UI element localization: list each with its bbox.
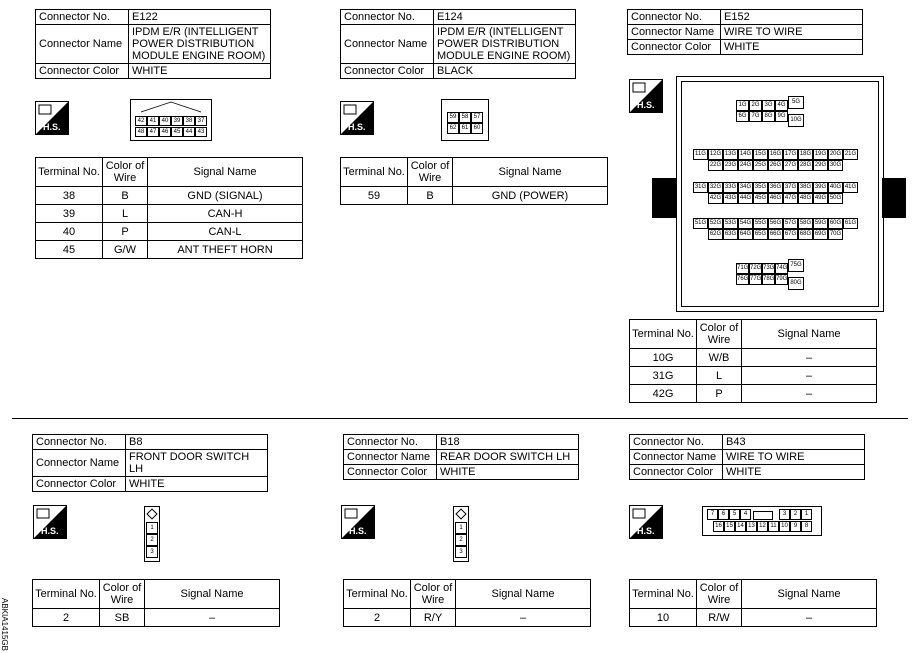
connector-pin: 68G <box>798 229 813 240</box>
connector-pin: 67G <box>783 229 798 240</box>
connector-pin: 5 <box>729 509 740 520</box>
connector-pin: 8 <box>801 521 812 532</box>
wire-color-cell: B <box>103 187 148 205</box>
connector-pin: 47G <box>783 193 798 204</box>
terminal-no-cell: 10 <box>630 609 697 627</box>
connector-pin: 42 <box>135 116 147 126</box>
connector-pin: 38 <box>183 116 195 126</box>
connector-pin: 50G <box>828 193 843 204</box>
connector-pin: 11G <box>693 149 708 160</box>
connector-name-value: FRONT DOOR SWITCH LH <box>126 450 268 477</box>
connector-pin: 45 <box>171 127 183 137</box>
connector-pin: 1G <box>736 100 749 111</box>
connector-pin: 2 <box>455 534 467 546</box>
terminal-no-cell: 40 <box>36 223 103 241</box>
table-row <box>36 223 303 241</box>
hs-icon <box>35 101 69 135</box>
connector-pin: 49G <box>813 193 828 204</box>
connector-name-value: WIRE TO WIRE <box>723 450 865 465</box>
header-terminal-no: Terminal No. <box>630 320 697 349</box>
connector-pin: 16 <box>713 521 724 532</box>
connector-pin: 1 <box>146 522 158 534</box>
connector-pin: 48G <box>798 193 813 204</box>
label-connector-name: Connector Name <box>33 450 126 477</box>
connector-pin: 48 <box>135 127 147 137</box>
wire-color-cell: SB <box>100 609 145 627</box>
connector-pin: 60G <box>828 218 843 229</box>
wire-color-cell: P <box>103 223 148 241</box>
connector-pin: 2 <box>146 534 158 546</box>
connector-color-value: WHITE <box>721 40 863 55</box>
signal-name-cell: – <box>742 609 877 627</box>
connector-pin: 71G <box>736 263 749 274</box>
connector-pin: 14G <box>738 149 753 160</box>
table-row <box>630 609 877 627</box>
svg-text:H.S.: H.S. <box>41 526 59 536</box>
header-color-of-wire: Color of Wire <box>697 320 742 349</box>
table-row <box>33 609 280 627</box>
connector-b18 <box>343 434 579 480</box>
connector-pin: 70G <box>828 229 843 240</box>
wire-color-cell: R/W <box>697 609 742 627</box>
table-row <box>36 241 303 259</box>
connector-pin: 73G <box>762 263 775 274</box>
connector-pin: 65G <box>753 229 768 240</box>
connector-e122-face <box>130 99 212 141</box>
connector-pin: 10 <box>779 521 790 532</box>
connector-pin: 29G <box>813 160 828 171</box>
header-color-of-wire: Color of Wire <box>411 580 456 609</box>
terminal-table <box>340 157 608 205</box>
connector-pin: 41G <box>843 182 858 193</box>
label-connector-no: Connector No. <box>630 435 723 450</box>
connector-pin: 13 <box>746 521 757 532</box>
connector-pin: 7 <box>707 509 718 520</box>
connector-pin: 59G <box>813 218 828 229</box>
signal-name-cell: ANT THEFT HORN <box>148 241 303 259</box>
connector-pin: 44G <box>738 193 753 204</box>
connector-pin: 38G <box>798 182 813 193</box>
hs-icon <box>629 505 663 539</box>
connector-name-value: IPDM E/R (INTELLIGENT POWER DISTRIBUTION MODULE ENGINE ROOM) <box>129 25 271 64</box>
wire-color-cell: L <box>103 205 148 223</box>
connector-pin: 62 <box>447 123 459 134</box>
connector-pin: 3 <box>455 546 467 558</box>
signal-name-cell: – <box>742 367 877 385</box>
connector-e124 <box>340 9 576 79</box>
connector-pin: 39G <box>813 182 828 193</box>
connector-pin: 43G <box>723 193 738 204</box>
label-connector-name: Connector Name <box>630 450 723 465</box>
connector-no-value: B8 <box>126 435 268 450</box>
wire-color-cell: B <box>408 187 453 205</box>
signal-name-cell: – <box>456 609 591 627</box>
connector-b8-face <box>144 506 160 562</box>
connector-b43-face <box>702 506 822 536</box>
connector-pin: 52G <box>708 218 723 229</box>
wire-color-cell: G/W <box>103 241 148 259</box>
table-row <box>36 205 303 223</box>
connector-pin: 61G <box>843 218 858 229</box>
signal-name-cell: – <box>742 385 877 403</box>
terminal-no-cell: 2 <box>33 609 100 627</box>
header-terminal-no: Terminal No. <box>341 158 408 187</box>
header-color-of-wire: Color of Wire <box>408 158 453 187</box>
connector-pin: 75G <box>788 259 804 272</box>
header-color-of-wire: Color of Wire <box>697 580 742 609</box>
header-signal-name: Signal Name <box>145 580 280 609</box>
connector-pin: 35G <box>753 182 768 193</box>
svg-text:H.S.: H.S. <box>637 526 655 536</box>
hs-icon <box>340 101 374 135</box>
connector-pin: 58 <box>459 112 471 123</box>
connector-pin: 27G <box>783 160 798 171</box>
connector-pin: 28G <box>798 160 813 171</box>
connector-pin: 12G <box>708 149 723 160</box>
connector-pin: 2 <box>790 509 801 520</box>
connector-no-value: E122 <box>129 10 271 25</box>
connector-pin: 2G <box>749 100 762 111</box>
connector-pin: 37 <box>195 116 207 126</box>
connector-pin: 30G <box>828 160 843 171</box>
connector-b18-face <box>453 506 469 562</box>
terminal-table <box>629 579 877 627</box>
label-connector-name: Connector Name <box>341 25 434 64</box>
connector-pin: 10G <box>788 114 804 127</box>
label-connector-color: Connector Color <box>341 64 434 79</box>
label-connector-no: Connector No. <box>344 435 437 450</box>
connector-info-table <box>35 9 271 79</box>
svg-text:H.S.: H.S. <box>43 122 61 132</box>
connector-name-value: WIRE TO WIRE <box>721 25 863 40</box>
connector-pin: 43 <box>195 127 207 137</box>
svg-text:H.S.: H.S. <box>348 122 366 132</box>
header-signal-name: Signal Name <box>453 158 608 187</box>
header-signal-name: Signal Name <box>742 320 877 349</box>
connector-pin: 23G <box>723 160 738 171</box>
header-terminal-no: Terminal No. <box>630 580 697 609</box>
terminal-table <box>32 579 280 627</box>
connector-pin: 41 <box>147 116 159 126</box>
table-row <box>344 609 591 627</box>
connector-pin: 22G <box>708 160 723 171</box>
header-signal-name: Signal Name <box>148 158 303 187</box>
connector-color-value: BLACK <box>434 64 576 79</box>
connector-pin: 9G <box>775 111 788 122</box>
connector-pin: 37G <box>783 182 798 193</box>
table-row <box>630 349 877 367</box>
connector-pin: 46 <box>159 127 171 137</box>
connector-pin: 18G <box>798 149 813 160</box>
connector-info-table <box>629 434 865 480</box>
connector-e122 <box>35 9 271 79</box>
connector-pin: 3 <box>779 509 790 520</box>
label-connector-name: Connector Name <box>344 450 437 465</box>
connector-no-value: E152 <box>721 10 863 25</box>
section-divider <box>12 418 908 419</box>
signal-name-cell: CAN-L <box>148 223 303 241</box>
connector-pin: 16G <box>768 149 783 160</box>
connector-pin: 76G <box>736 274 749 285</box>
terminal-no-cell: 42G <box>630 385 697 403</box>
label-connector-color: Connector Color <box>33 477 126 492</box>
terminal-no-cell: 38 <box>36 187 103 205</box>
connector-color-value: WHITE <box>437 465 579 480</box>
connector-pin: 5G <box>788 96 804 109</box>
terminal-no-cell: 45 <box>36 241 103 259</box>
connector-pin: 51G <box>693 218 708 229</box>
connector-pin: 13G <box>723 149 738 160</box>
connector-pin: 66G <box>768 229 783 240</box>
signal-name-cell: GND (SIGNAL) <box>148 187 303 205</box>
connector-pin: 11 <box>768 521 779 532</box>
connector-pin: 63G <box>723 229 738 240</box>
signal-name-cell: GND (POWER) <box>453 187 608 205</box>
connector-pin: 6 <box>718 509 729 520</box>
table-row <box>630 367 877 385</box>
connector-color-value: WHITE <box>129 64 271 79</box>
connector-pin: 24G <box>738 160 753 171</box>
connector-pin: 78G <box>762 274 775 285</box>
connector-info-table <box>340 9 576 79</box>
connector-pin: 46G <box>768 193 783 204</box>
connector-pin: 33G <box>723 182 738 193</box>
connector-name-value: IPDM E/R (INTELLIGENT POWER DISTRIBUTION MODULE ENGINE ROOM) <box>434 25 576 64</box>
signal-name-cell: CAN-H <box>148 205 303 223</box>
connector-b43 <box>629 434 865 480</box>
connector-color-value: WHITE <box>723 465 865 480</box>
wire-color-cell: L <box>697 367 742 385</box>
connector-pin: 72G <box>749 263 762 274</box>
connector-pin: 61 <box>459 123 471 134</box>
connector-pin: 55G <box>753 218 768 229</box>
key-diamond-icon <box>146 508 157 519</box>
connector-pin: 62G <box>708 229 723 240</box>
connector-pin: 3 <box>146 546 158 558</box>
connector-pin: 3G <box>762 100 775 111</box>
terminal-no-cell: 2 <box>344 609 411 627</box>
header-signal-name: Signal Name <box>742 580 877 609</box>
connector-pin: 40 <box>159 116 171 126</box>
connector-pin: 15G <box>753 149 768 160</box>
connector-pin: 39 <box>171 116 183 126</box>
table-row <box>36 187 303 205</box>
connector-pin: 21G <box>843 149 858 160</box>
connector-pin: 54G <box>738 218 753 229</box>
header-color-of-wire: Color of Wire <box>103 158 148 187</box>
connector-pin: 60 <box>471 123 483 134</box>
terminal-no-cell: 10G <box>630 349 697 367</box>
connector-pin: 53G <box>723 218 738 229</box>
connector-b8 <box>32 434 268 492</box>
connector-pin: 1 <box>801 509 812 520</box>
terminal-no-cell: 59 <box>341 187 408 205</box>
connector-pin: 47 <box>147 127 159 137</box>
connector-pin: 45G <box>753 193 768 204</box>
connector-e124-face <box>441 99 489 141</box>
connector-pin: 64G <box>738 229 753 240</box>
label-connector-no: Connector No. <box>628 10 721 25</box>
connector-pin: 57 <box>471 112 483 123</box>
connector-pin: 40G <box>828 182 843 193</box>
key-slot-icon <box>753 511 773 520</box>
connector-pin: 56G <box>768 218 783 229</box>
header-terminal-no: Terminal No. <box>33 580 100 609</box>
table-row <box>630 385 877 403</box>
label-connector-color: Connector Color <box>344 465 437 480</box>
label-connector-no: Connector No. <box>341 10 434 25</box>
connector-pin: 20G <box>828 149 843 160</box>
header-terminal-no: Terminal No. <box>344 580 411 609</box>
connector-pin: 4 <box>740 509 751 520</box>
signal-name-cell: – <box>145 609 280 627</box>
connector-no-value: B18 <box>437 435 579 450</box>
connector-pin: 6G <box>736 111 749 122</box>
connector-name-value: REAR DOOR SWITCH LH <box>437 450 579 465</box>
terminal-table <box>629 319 877 403</box>
header-color-of-wire: Color of Wire <box>100 580 145 609</box>
connector-pin: 19G <box>813 149 828 160</box>
connector-no-value: B43 <box>723 435 865 450</box>
label-connector-no: Connector No. <box>33 435 126 450</box>
wire-color-cell: P <box>697 385 742 403</box>
connector-color-value: WHITE <box>126 477 268 492</box>
wire-color-cell: R/Y <box>411 609 456 627</box>
connector-pin: 8G <box>762 111 775 122</box>
connector-pin: 25G <box>753 160 768 171</box>
connector-info-table <box>627 9 863 55</box>
label-connector-color: Connector Color <box>630 465 723 480</box>
figure-code: ABKIA1415GB <box>0 598 9 651</box>
connector-pin: 77G <box>749 274 762 285</box>
connector-pin: 17G <box>783 149 798 160</box>
signal-name-cell: – <box>742 349 877 367</box>
terminal-no-cell: 39 <box>36 205 103 223</box>
connector-pin: 80G <box>788 277 804 290</box>
hs-icon <box>33 505 67 539</box>
connector-no-value: E124 <box>434 10 576 25</box>
connector-pin: 74G <box>775 263 788 274</box>
header-signal-name: Signal Name <box>456 580 591 609</box>
svg-text:H.S.: H.S. <box>349 526 367 536</box>
connector-pin: 15 <box>724 521 735 532</box>
connector-pin: 69G <box>813 229 828 240</box>
terminal-no-cell: 31G <box>630 367 697 385</box>
connector-info-table <box>32 434 268 492</box>
label-connector-color: Connector Color <box>628 40 721 55</box>
svg-text:H.S.: H.S. <box>637 100 655 110</box>
header-terminal-no: Terminal No. <box>36 158 103 187</box>
connector-pin: 42G <box>708 193 723 204</box>
connector-pin: 44 <box>183 127 195 137</box>
label-connector-name: Connector Name <box>36 25 129 64</box>
connector-pin: 14 <box>735 521 746 532</box>
connector-pin: 7G <box>749 111 762 122</box>
connector-e152 <box>627 9 863 55</box>
connector-pin: 36G <box>768 182 783 193</box>
connector-pin: 34G <box>738 182 753 193</box>
connector-e152-face <box>652 76 908 312</box>
terminal-table <box>343 579 591 627</box>
label-connector-name: Connector Name <box>628 25 721 40</box>
connector-pin: 9 <box>790 521 801 532</box>
key-diamond-icon <box>455 508 466 519</box>
label-connector-color: Connector Color <box>36 64 129 79</box>
connector-pin: 31G <box>693 182 708 193</box>
connector-pin: 12 <box>757 521 768 532</box>
connector-pin: 79G <box>775 274 788 285</box>
connector-pin: 4G <box>775 100 788 111</box>
connector-pin: 58G <box>798 218 813 229</box>
terminal-table <box>35 157 303 259</box>
label-connector-no: Connector No. <box>36 10 129 25</box>
connector-pin: 32G <box>708 182 723 193</box>
connector-info-table <box>343 434 579 480</box>
hs-icon <box>341 505 375 539</box>
connector-pin: 59 <box>447 112 459 123</box>
connector-pin: 57G <box>783 218 798 229</box>
wire-color-cell: W/B <box>697 349 742 367</box>
table-row <box>341 187 608 205</box>
connector-pin: 26G <box>768 160 783 171</box>
connector-pin: 1 <box>455 522 467 534</box>
